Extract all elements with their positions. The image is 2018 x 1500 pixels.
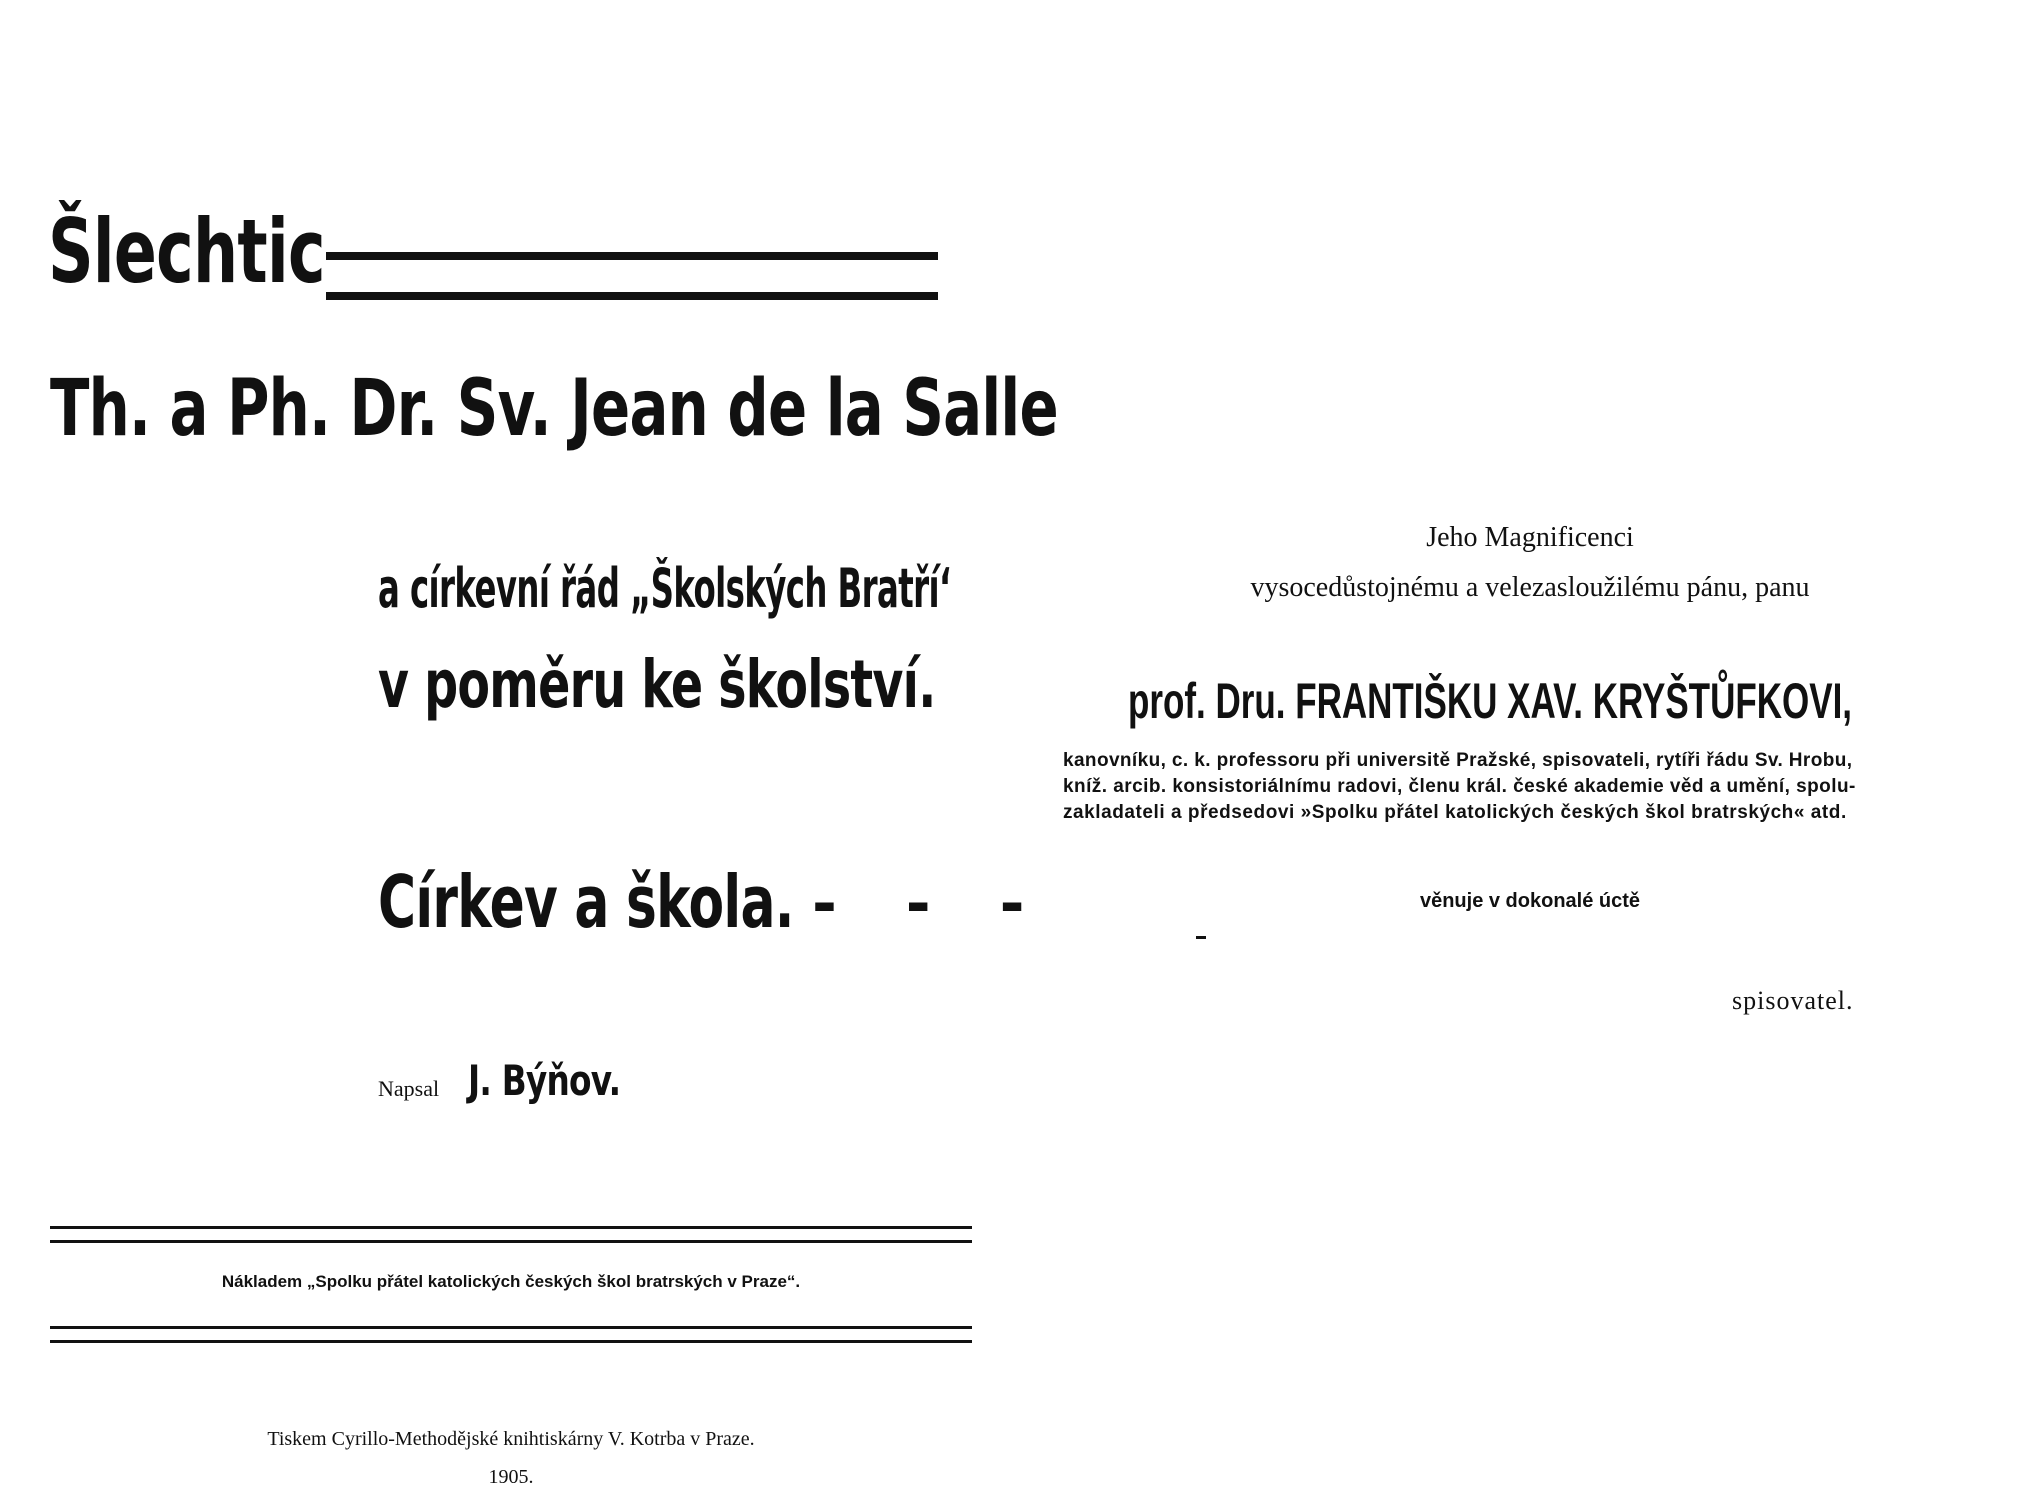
addressee-title: Jeho Magnificenci	[1426, 522, 1634, 553]
church-line: Církev a škola.	[378, 860, 794, 944]
subject-line: Th. a Ph. Dr. Sv. Jean de la Salle	[50, 364, 1058, 454]
publication-year: 1905.	[488, 1466, 534, 1488]
title-rule-bottom	[326, 292, 938, 300]
publisher-rule-1	[50, 1226, 972, 1229]
publisher-rule-4	[50, 1340, 972, 1343]
titles-line-2: kníž. arcib. konsistoriálnímu radovi, členu král. české akademie věd a umění, spolu-	[1063, 776, 1856, 797]
relation-line: v poměru ke školství.	[378, 646, 936, 723]
dash-marks: - - -	[812, 869, 1049, 939]
signature: spisovatel.	[1732, 986, 1854, 1015]
publisher-rule-3	[50, 1326, 972, 1329]
honorific-line: vysocedůstojnému a velezasloužilému pánu, panu	[1250, 572, 1810, 603]
titles-line-1: kanovníku, c. k. professoru při universitě Pražské, spisovateli, rytíři řádu Sv. Hrobu,	[1063, 750, 1853, 771]
publisher-rule-2	[50, 1240, 972, 1243]
dedication-line: věnuje v dokonalé úctě	[1419, 890, 1641, 912]
printer-line: Tiskem Cyrillo-Methodějské knihtiskárny V. Kotrba v Praze.	[267, 1428, 755, 1450]
author-name: J. Býňov.	[468, 1056, 621, 1105]
titles-line-3: zakladateli a předsedovi »Spolku přátel katolických českých škol bratrských« atd.	[1063, 802, 1847, 823]
author-prefix: Napsal	[378, 1076, 440, 1101]
publisher-line: Nákladem „Spolku přátel katolických českých škol bratrských v Praze“.	[221, 1272, 801, 1291]
title-word: Šlechtic	[48, 200, 325, 303]
stray-mark	[1196, 936, 1206, 939]
order-line: a církevní řád „Školských Bratří‘	[378, 557, 951, 620]
recipient-name: prof. Dru. FRANTIŠKU XAV. KRYŠTŮFKOVI,	[1128, 673, 1853, 729]
title-rule-top	[326, 252, 938, 260]
